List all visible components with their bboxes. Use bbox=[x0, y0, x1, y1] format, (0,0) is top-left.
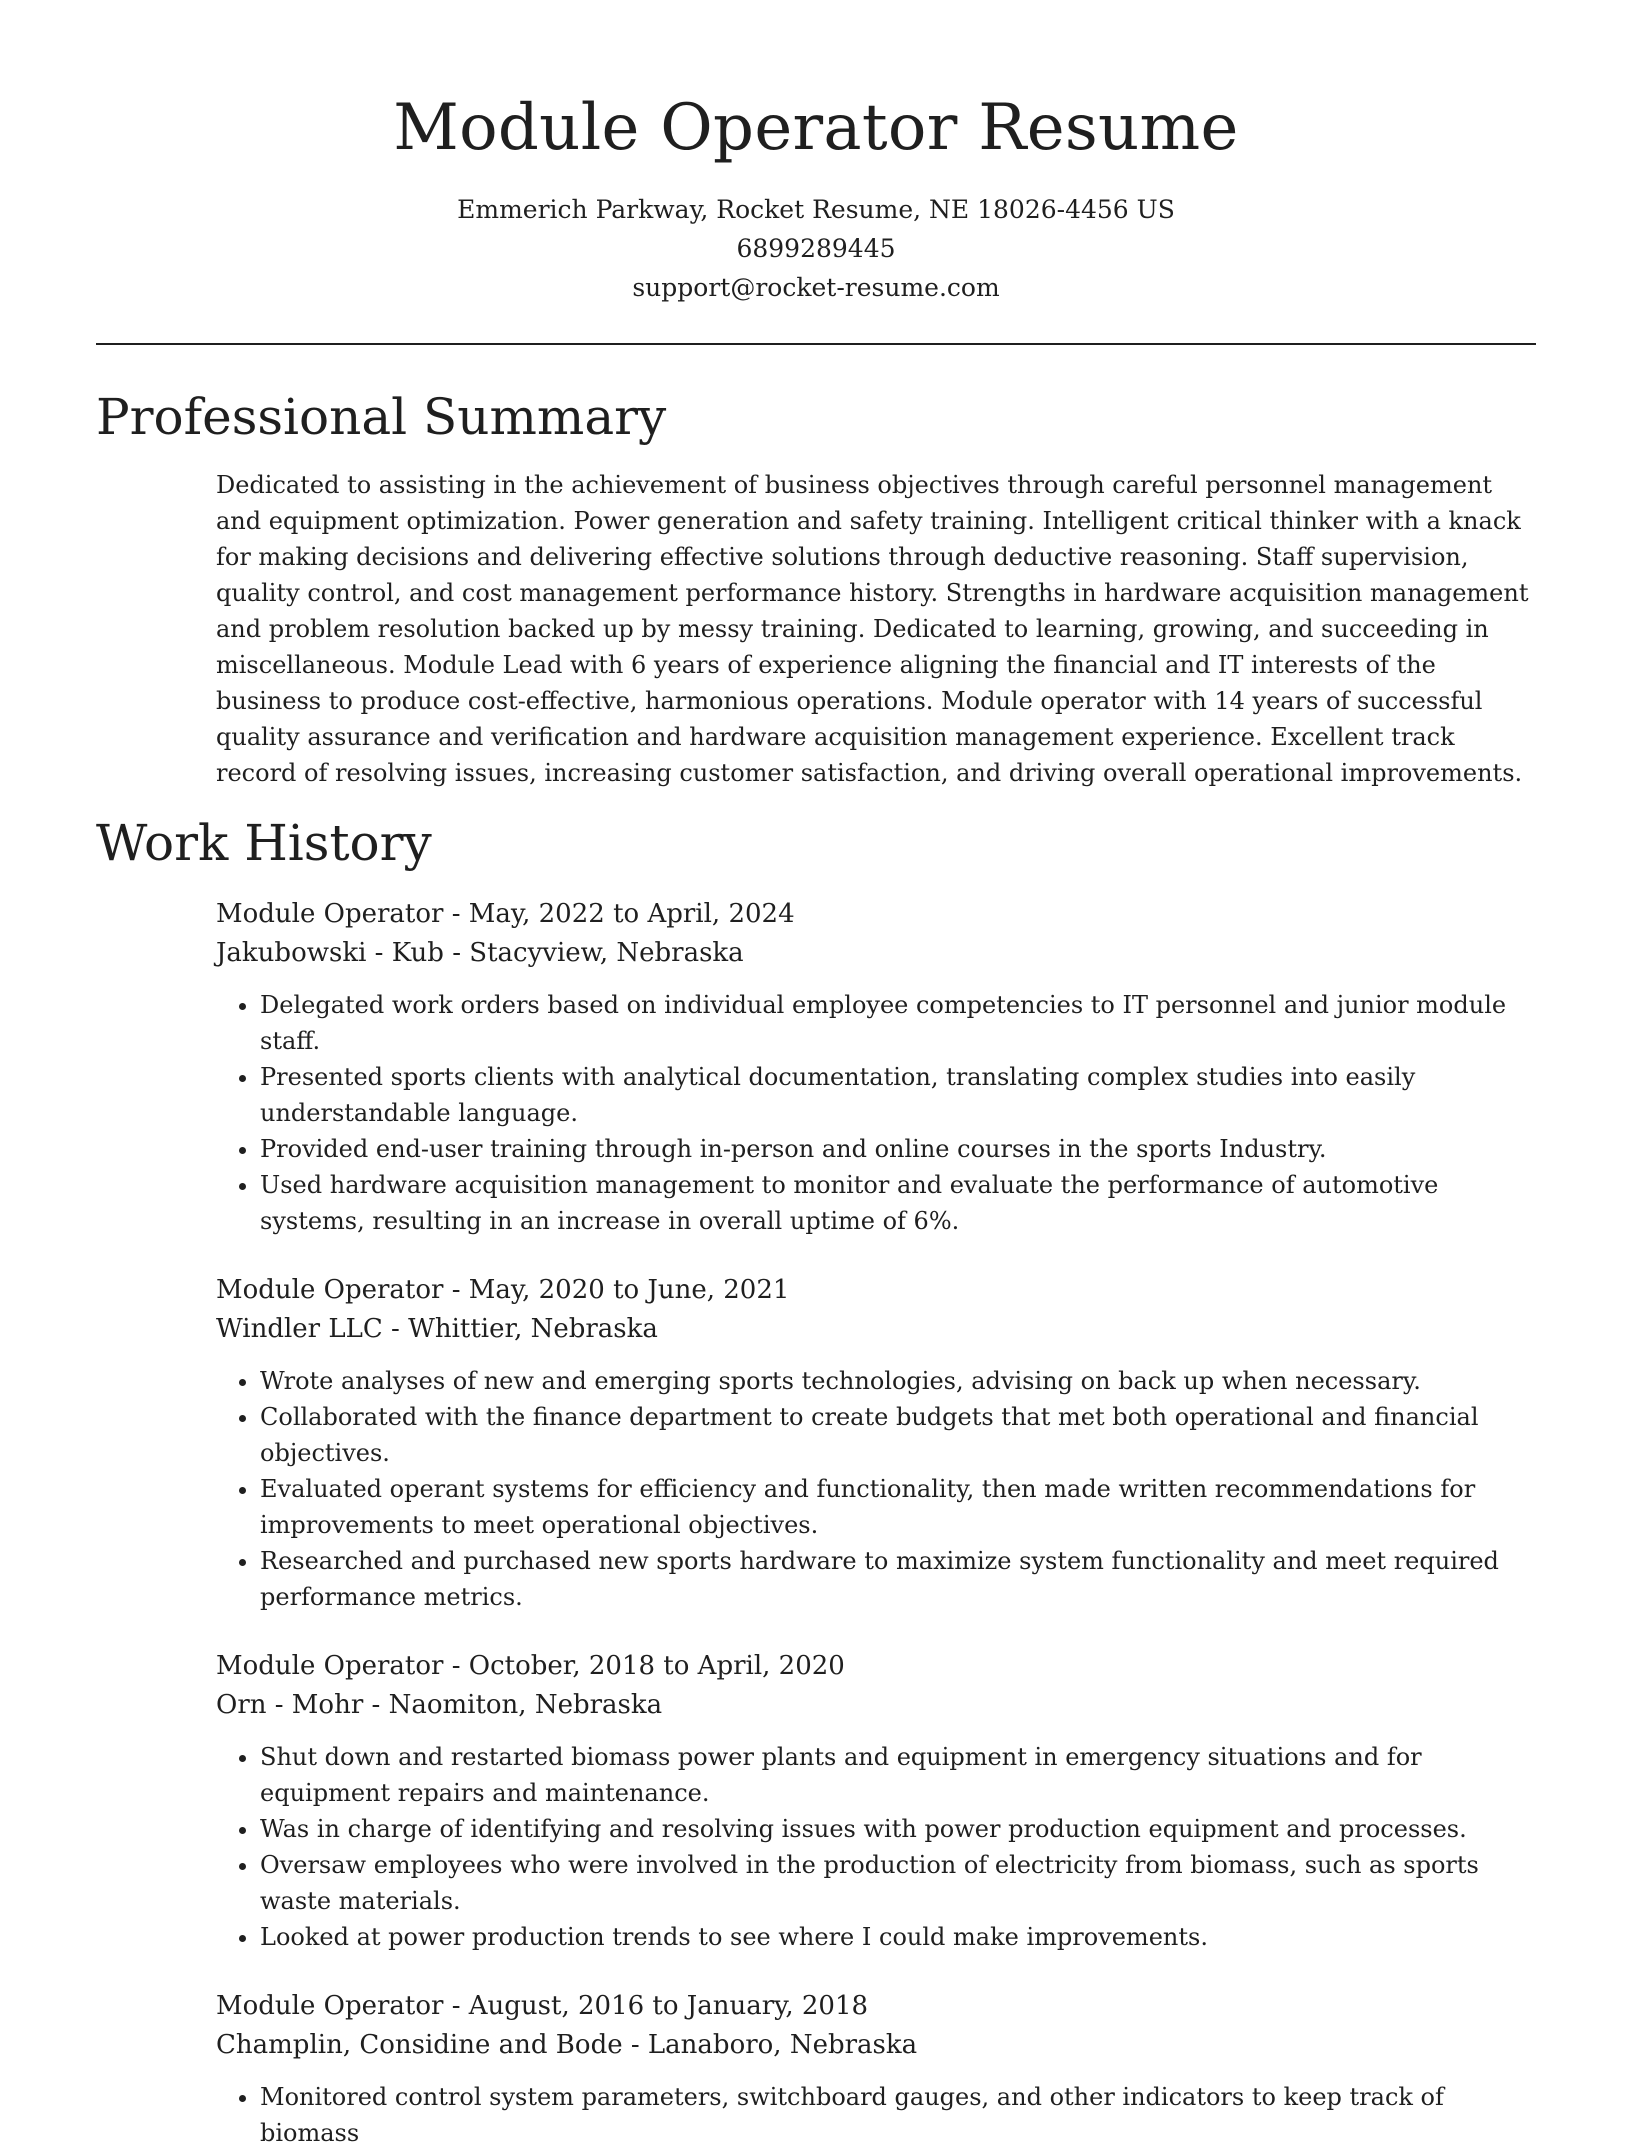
job-title: Module Operator bbox=[216, 1991, 444, 2021]
job-bullet: • Shut down and restarted biomass power plants and equipment in emergency situations and for equipment repairs and maintenance. bbox=[260, 1739, 1536, 1811]
job-title-line bbox=[216, 1987, 1536, 2026]
job-location: - Lanaboro, Nebraska bbox=[622, 2030, 918, 2060]
job-company-line bbox=[216, 934, 1536, 973]
work-history-list bbox=[216, 895, 1536, 2151]
summary-text: Dedicated to assisting in the achievement of business objectives through careful personnel management and equipment optimization. Power generation and safety training. Intelligent critical thinker with a knack for making decisions and delivering effective solutions through deductive reasoning. Staff supervision, quality control, and cost management performance history. Strengths in hardware acquisition management and problem resolution backed up by messy training. Dedicated to learning, growing, and succeeding in miscellaneous. Module Lead with 6 years of experience aligning the financial and IT interests of the business to produce cost-effective, harmonious operations. Module operator with 14 years of successful quality assurance and verification and hardware acquisition management experience. Excellent track record of resolving issues, increasing customer satisfaction, and driving overall operational improvements. bbox=[216, 471, 1529, 787]
job-dates: - May, 2020 to June, 2021 bbox=[443, 1275, 790, 1305]
job-bullet: • Used hardware acquisition management to monitor and evaluate the performance of automotive systems, resulting in an increase in overall uptime of 6%. bbox=[260, 1167, 1536, 1239]
contact-email: support@rocket-resume.com bbox=[632, 273, 1000, 302]
job-location: - Stacyview, Nebraska bbox=[443, 938, 744, 968]
header-divider bbox=[96, 343, 1536, 345]
job-bullet: • Evaluated operant systems for efficiency and functionality, then made written recommendations for improvements to meet operational objectives. bbox=[260, 1471, 1536, 1543]
job-bullets bbox=[216, 1739, 1536, 1955]
job-title-line bbox=[216, 895, 1536, 934]
job-location: - Naomiton, Nebraska bbox=[363, 1690, 663, 1720]
job-bullet: • Provided end-user training through in-person and online courses in the sports Industry. bbox=[260, 1131, 1536, 1167]
job-bullet: • Was in charge of identifying and resolving issues with power production equipment and processes. bbox=[260, 1811, 1536, 1847]
job-company: Champlin, Considine and Bode bbox=[216, 2030, 623, 2060]
job-bullets bbox=[216, 1363, 1536, 1615]
job-title-line bbox=[216, 1271, 1536, 1310]
job-title-line bbox=[216, 1647, 1536, 1686]
job-dates: - August, 2016 to January, 2018 bbox=[443, 1991, 869, 2021]
job-bullet: • Looked at power production trends to see where I could make improvements. bbox=[260, 1919, 1536, 1955]
job-bullet: • Delegated work orders based on individual employee competencies to IT personnel and junior module staff. bbox=[260, 987, 1536, 1059]
job-bullet: • Oversaw employees who were involved in the production of electricity from biomass, such as sports waste materials. bbox=[260, 1847, 1536, 1919]
job-title: Module Operator bbox=[216, 899, 444, 929]
job-entry bbox=[216, 1647, 1536, 1955]
resume-title: Module Operator Resume bbox=[393, 91, 1239, 165]
contact-address: Emmerich Parkway, Rocket Resume, NE 18026-4456 US bbox=[457, 195, 1175, 224]
job-bullet: • Researched and purchased new sports hardware to maximize system functionality and meet required performance metrics. bbox=[260, 1543, 1536, 1615]
job-title: Module Operator bbox=[216, 1651, 444, 1681]
job-company-line bbox=[216, 1686, 1536, 1725]
work-history-heading: Work History bbox=[96, 814, 432, 872]
job-bullet: • Monitored control system parameters, switchboard gauges, and other indicators to keep track of biomass bbox=[260, 2079, 1536, 2151]
job-company-line bbox=[216, 2026, 1536, 2065]
job-dates: - October, 2018 to April, 2020 bbox=[443, 1651, 845, 1681]
summary-heading: Professional Summary bbox=[96, 388, 667, 446]
job-entry bbox=[216, 1987, 1536, 2151]
job-bullet: • Presented sports clients with analytical documentation, translating complex studies into easily understandable language. bbox=[260, 1059, 1536, 1131]
contact-phone: 6899289445 bbox=[736, 234, 896, 263]
resume-header bbox=[0, 0, 1632, 307]
job-dates: - May, 2022 to April, 2024 bbox=[443, 899, 795, 929]
job-company: Windler LLC bbox=[216, 1314, 383, 1344]
job-company: Jakubowski - Kub bbox=[216, 938, 444, 968]
job-company: Orn - Mohr bbox=[216, 1690, 364, 1720]
contact-info bbox=[0, 190, 1632, 307]
job-entry bbox=[216, 1271, 1536, 1615]
job-bullets bbox=[216, 2079, 1536, 2151]
job-bullet: • Wrote analyses of new and emerging sports technologies, advising on back up when necessary. bbox=[260, 1363, 1536, 1399]
job-title: Module Operator bbox=[216, 1275, 444, 1305]
job-bullets bbox=[216, 987, 1536, 1239]
job-bullet: • Collaborated with the finance department to create budgets that met both operational and financial objectives. bbox=[260, 1399, 1536, 1471]
job-company-line bbox=[216, 1310, 1536, 1349]
job-entry bbox=[216, 895, 1536, 1239]
job-location: - Whittier, Nebraska bbox=[382, 1314, 658, 1344]
